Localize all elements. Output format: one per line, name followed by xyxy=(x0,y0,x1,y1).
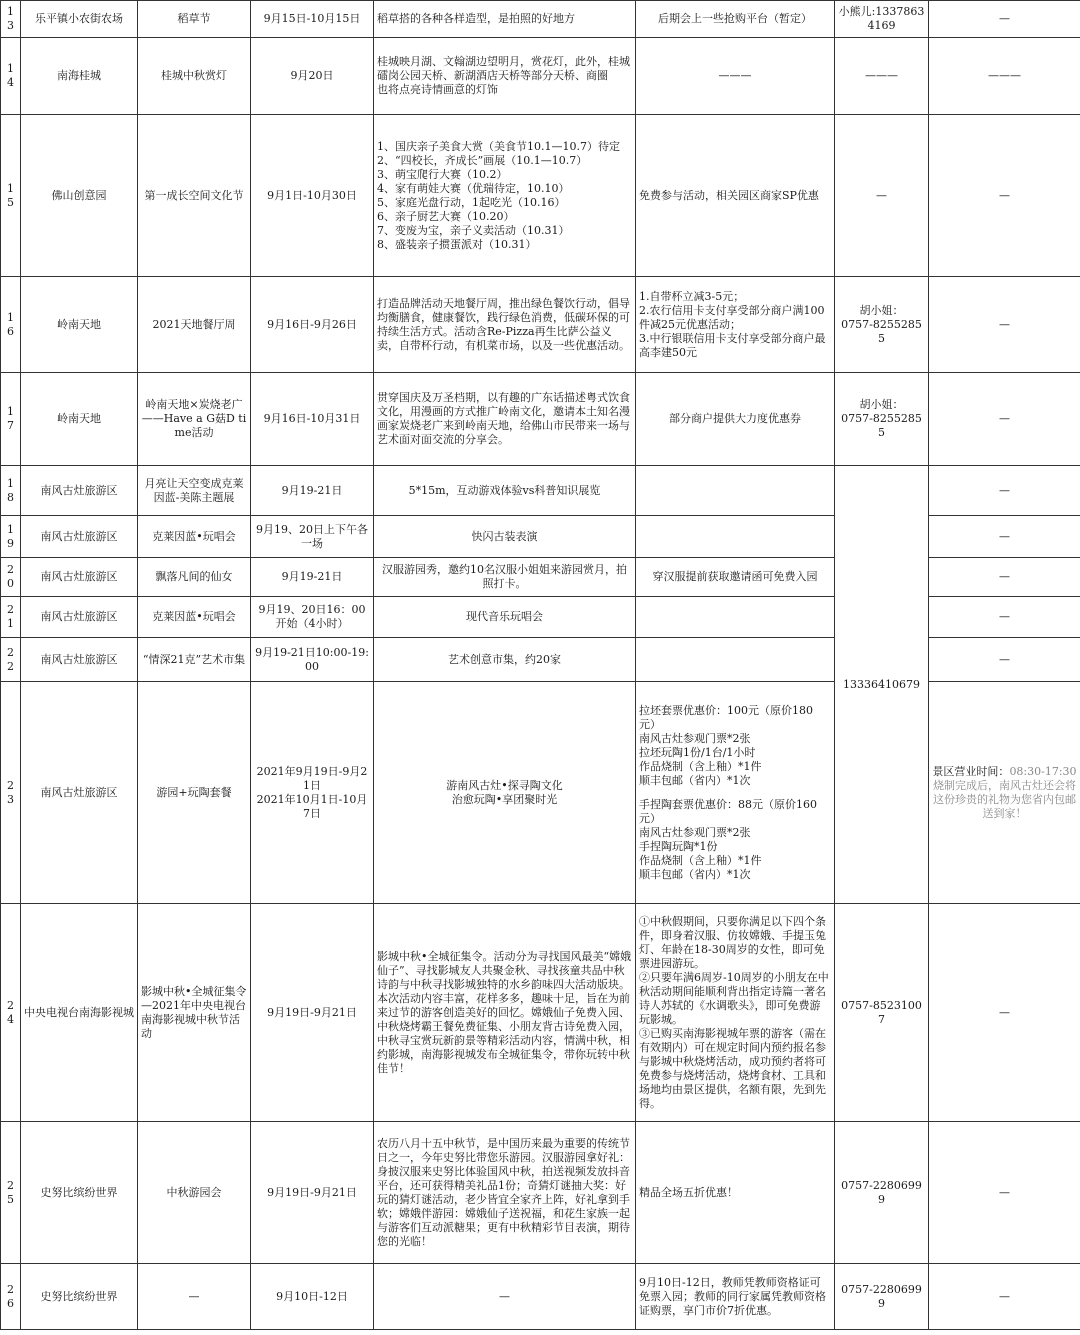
event-name-cell: 岭南天地×炭烧老广——Have a G菇D time活动 xyxy=(138,373,251,466)
clay-throwing-package: 拉坯套票优惠价：100元（原价180元） 南风古灶参观门票*2张 拉坯玩陶1份/1台/1小时 作品烧制（含上釉）*1件 顺丰包邮（省内）*1次 xyxy=(639,703,813,787)
offer-cell: 穿汉服提前获取邀请函可免费入园 xyxy=(636,558,835,597)
offer-cell: 免费参与活动，相关园区商家SP优惠 xyxy=(636,115,835,277)
contact-cell: 0757-85231007 xyxy=(835,904,929,1122)
content-cell: 5*15m，互动游戏体验vs科普知识展览 xyxy=(374,466,636,516)
venue-cell: 岭南天地 xyxy=(21,373,138,466)
row-number: 26 xyxy=(1,1264,21,1330)
row-number: 23 xyxy=(1,682,21,904)
content-cell: 汉服游园秀，邀约10名汉服小姐姐来游园赏月，拍照打卡。 xyxy=(374,558,636,597)
event-name-cell: “情深21克”艺术市集 xyxy=(138,638,251,682)
row-number: 13 xyxy=(1,1,21,38)
event-name-cell: 月亮让天空变成克莱因蓝-美陈主题展 xyxy=(138,466,251,516)
remark-cell: ——— xyxy=(929,38,1080,115)
date-cell: 9月1日-10月30日 xyxy=(251,115,374,277)
row-number: 14 xyxy=(1,38,21,115)
offer-cell: ——— xyxy=(636,38,835,115)
table-row xyxy=(1,1122,1080,1264)
date-cell: 9月16日-10月31日 xyxy=(251,373,374,466)
venue-cell: 史努比缤纷世界 xyxy=(21,1122,138,1264)
date-cell: 9月10日-12日 xyxy=(251,1264,374,1330)
offer-cell: 9月10日-12日，教师凭教师资格证可免票入园；教师的同行家属凭教师资格证购票，享门市价7折优惠。 xyxy=(636,1264,835,1330)
offer-cell xyxy=(636,682,835,904)
table-row xyxy=(1,1,1080,38)
row-number: 15 xyxy=(1,115,21,277)
row-number: 19 xyxy=(1,516,21,558)
venue-cell: 南风古灶旅游区 xyxy=(21,558,138,597)
table-row xyxy=(1,38,1080,115)
date-cell: 9月20日 xyxy=(251,38,374,115)
contact-cell: ——— xyxy=(835,38,929,115)
opening-hours-value: 08:30-17:30 xyxy=(1009,764,1077,778)
row-number: 21 xyxy=(1,597,21,638)
table-row xyxy=(1,904,1080,1122)
table-row xyxy=(1,1264,1080,1330)
offer-cell xyxy=(636,516,835,558)
row-number: 25 xyxy=(1,1122,21,1264)
offer-cell: 1.自带杯立减3-5元； 2.农行信用卡支付享受部分商户满100件减25元优惠活动； 3.中行银联信用卡支付享受部分商户最高李建50元 xyxy=(636,277,835,373)
shared-contact-cell: 13336410679 xyxy=(835,466,929,904)
venue-cell: 南风古灶旅游区 xyxy=(21,597,138,638)
venue-cell: 南海桂城 xyxy=(21,38,138,115)
venue-cell: 南风古灶旅游区 xyxy=(21,516,138,558)
remark-cell: — xyxy=(929,1122,1080,1264)
offer-cell: ①中秋假期间，只要你满足以下四个条件，即身着汉服、仿妆嫦娥、手提玉兔灯、年龄在18-30周岁的女性，即可免票进园游玩。 ②只要年满6周岁-10周岁的小朋友在中秋活动期间能顺利背出指定诗篇一著名诗人苏轼的《水调歌头》，即可免费游玩影城。 ③已购买南海影视城年票的游客（需在有效期内）可在规定时间内预约报名参与影城中秋烧烤活动，成功预约者将可免费参与烧烤活动，烧烤食材、工具和场地均由景区提供，名额有限，先到先得。 xyxy=(636,904,835,1122)
content-cell: 打造品牌活动天地餐厅周，推出绿色餐饮行动，倡导均衡膳食，健康餐饮，践行绿色消费，低碳环保的可持续生活方式。活动含Re-Pizza再生比萨公益义卖，自带杯行动，有机菜市场，以及一些优惠活动。 xyxy=(374,277,636,373)
event-name-cell: — xyxy=(138,1264,251,1330)
row-number: 17 xyxy=(1,373,21,466)
contact-cell: 小熊儿:13378634169 xyxy=(835,1,929,38)
shipping-note: 烧制完成后，南风古灶还会将这份珍贵的礼物为您省内包邮送到家！ xyxy=(933,778,1076,820)
event-name-cell: 桂城中秋赏灯 xyxy=(138,38,251,115)
event-name-cell: 影城中秋•全城征集令—2021年中央电视台南海影视城中秋节活动 xyxy=(138,904,251,1122)
content-cell: 影城中秋•全城征集令。活动分为寻找国风最美“嫦娥仙子”、寻找影城友人共聚金秋、寻找孩童共品中秋诗韵与中秋寻找影城独特的水乡韵味四大活动版块。本次活动内容丰富，花样多多，趣味十足，旨在为前来过节的游客创造美好的回忆。嫦娥仙子免费入园、中秋烧烤霸王餐免费征集、小朋友背古诗免费入园，中秋寻宝赏玩新韵景等精彩活动内容，情满中秋，相约影城，南海影视城发布全城征集令，带你玩转中秋佳节！ xyxy=(374,904,636,1122)
contact-cell: 0757-22806999 xyxy=(835,1122,929,1264)
event-name-cell: 克莱因蓝•玩唱会 xyxy=(138,516,251,558)
date-cell: 9月19、20日上下午各一场 xyxy=(251,516,374,558)
content-cell: 贯穿国庆及万圣档期，以有趣的广东话描述粤式饮食文化，用漫画的方式推广岭南文化，邀请本土知名漫画家炭烧老广来到岭南天地，给佛山市民带来一场与艺术面对面交流的分享会。 xyxy=(374,373,636,466)
content-cell: 1、国庆亲子美食大赏（美食节10.1—10.7）待定 2、“四校长，齐成长”画展（10.1—10.7） 3、萌宝爬行大赛（10.2） 4、家有萌娃大赛（优瑞待定，10.10） 5、家庭光盘行动，1起吃光（10.16） 6、亲子厨艺大赛（10.20） 7、变废为宝，亲子义卖活动（10.31） 8、盛装亲子掼蛋派对（10.31） xyxy=(374,115,636,277)
table-row xyxy=(1,115,1080,277)
date-cell: 9月15日-10月15日 xyxy=(251,1,374,38)
content-cell: 现代音乐玩唱会 xyxy=(374,597,636,638)
remark-cell: — xyxy=(929,558,1080,597)
venue-cell: 佛山创意园 xyxy=(21,115,138,277)
content-cell: 农历八月十五中秋节，是中国历来最为重要的传统节日之一，今年史努比带您乐游园。汉服游园拿好礼：身披汉服来史努比体验国风中秋，拍送视频发放抖音平台，还可获得精美礼品1份；奇猜灯谜抽大奖：好玩的猜灯谜活动，老少皆宜全家齐上阵，好礼拿到手软；嫦娥伴游园：嫦娥仙子送祝福，和花生家族一起与游客们互动派糖果；更有中秋精彩节目表演，期待您的光临！ xyxy=(374,1122,636,1264)
event-name-cell: 飘落凡间的仙女 xyxy=(138,558,251,597)
table-row xyxy=(1,373,1080,466)
date-cell: 9月19日-9月21日 xyxy=(251,1122,374,1264)
remark-cell: — xyxy=(929,516,1080,558)
venue-cell: 南风古灶旅游区 xyxy=(21,682,138,904)
contact-cell: 胡小姐： 0757-82552855 xyxy=(835,373,929,466)
contact-cell: 胡小姐： 0757-82552855 xyxy=(835,277,929,373)
contact-cell: — xyxy=(835,115,929,277)
row-number: 16 xyxy=(1,277,21,373)
row-number: 18 xyxy=(1,466,21,516)
content-cell: 稻草搭的各种各样造型，是拍照的好地方 xyxy=(374,1,636,38)
event-name-cell: 中秋游园会 xyxy=(138,1122,251,1264)
content-cell: — xyxy=(374,1264,636,1330)
row-number: 24 xyxy=(1,904,21,1122)
date-cell: 9月19-21日 xyxy=(251,558,374,597)
remark-cell: — xyxy=(929,115,1080,277)
date-cell: 2021年9月19日-9月21日 2021年10月1日-10月7日 xyxy=(251,682,374,904)
content-cell: 快闪古装表演 xyxy=(374,516,636,558)
venue-cell: 史努比缤纷世界 xyxy=(21,1264,138,1330)
table-row xyxy=(1,466,1080,516)
event-name-cell: 2021天地餐厅周 xyxy=(138,277,251,373)
hand-pinch-package: 手捏陶套票优惠价：88元（原价160元） 南风古灶参观门票*2张 手捏陶玩陶*1份 作品烧制（含上釉）*1件 顺丰包邮（省内）*1次 xyxy=(639,797,817,881)
offer-cell xyxy=(636,466,835,516)
event-name-cell: 第一成长空间文化节 xyxy=(138,115,251,277)
remark-cell: — xyxy=(929,638,1080,682)
offer-cell: 部分商户提供大力度优惠券 xyxy=(636,373,835,466)
offer-cell xyxy=(636,638,835,682)
table-row xyxy=(1,277,1080,373)
venue-cell: 南风古灶旅游区 xyxy=(21,638,138,682)
venue-cell: 乐平镇小农街农场 xyxy=(21,1,138,38)
venue-cell: 南风古灶旅游区 xyxy=(21,466,138,516)
event-name-cell: 游园+玩陶套餐 xyxy=(138,682,251,904)
date-cell: 9月16日-9月26日 xyxy=(251,277,374,373)
remark-cell: — xyxy=(929,373,1080,466)
venue-cell: 中央电视台南海影视城 xyxy=(21,904,138,1122)
date-cell: 9月19、20日16：00开始（4小时） xyxy=(251,597,374,638)
event-name-cell: 稻草节 xyxy=(138,1,251,38)
offer-cell: 精品全场五折优惠！ xyxy=(636,1122,835,1264)
content-cell: 桂城映月湖、文翰湖边望明月，赏花灯，此外，桂城礌岗公园天桥、新湖酒店天桥等部分天桥、商圈 也将点亮诗情画意的灯饰 xyxy=(374,38,636,115)
spacer xyxy=(639,788,831,798)
date-cell: 9月19-21日10:00-19:00 xyxy=(251,638,374,682)
contact-cell: 0757-22806999 xyxy=(835,1264,929,1330)
remark-cell: — xyxy=(929,597,1080,638)
offer-cell xyxy=(636,597,835,638)
remark-cell: — xyxy=(929,277,1080,373)
date-cell: 9月19日-9月21日 xyxy=(251,904,374,1122)
row-number: 20 xyxy=(1,558,21,597)
remark-cell xyxy=(929,682,1080,904)
remark-cell: — xyxy=(929,1264,1080,1330)
event-name-cell: 克莱因蓝•玩唱会 xyxy=(138,597,251,638)
offer-cell: 后期会上一些抢购平台（暂定） xyxy=(636,1,835,38)
opening-hours-label: 景区营业时间： xyxy=(932,764,1010,778)
content-cell: 游南风古灶•探寻陶文化 治愈玩陶•享团聚时光 xyxy=(374,682,636,904)
remark-cell: — xyxy=(929,904,1080,1122)
remark-cell: — xyxy=(929,1,1080,38)
venue-cell: 岭南天地 xyxy=(21,277,138,373)
remark-cell: — xyxy=(929,466,1080,516)
date-cell: 9月19-21日 xyxy=(251,466,374,516)
content-cell: 艺术创意市集，约20家 xyxy=(374,638,636,682)
row-number: 22 xyxy=(1,638,21,682)
